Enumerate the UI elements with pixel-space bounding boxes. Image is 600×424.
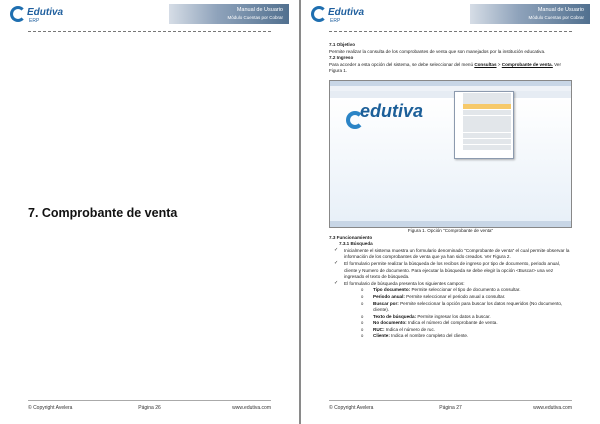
header-banner bbox=[169, 4, 289, 24]
footer-site: www.edutiva.com bbox=[533, 405, 572, 411]
app-statusbar bbox=[330, 221, 571, 227]
section-7-1-heading: 7.1 Objetivo bbox=[329, 42, 356, 47]
field-item bbox=[329, 327, 572, 334]
right-page bbox=[301, 0, 600, 424]
footer-site: www.edutiva.com bbox=[232, 405, 271, 411]
banner-title: Manual de Usuario bbox=[236, 7, 283, 13]
field-label: Periodo anual: bbox=[373, 293, 405, 299]
field-label: Tipo documento: bbox=[373, 287, 411, 293]
field-item bbox=[329, 294, 572, 301]
field-item bbox=[329, 333, 572, 340]
field-list bbox=[329, 287, 572, 340]
field-item bbox=[329, 287, 572, 294]
footer-rule bbox=[329, 400, 572, 401]
bullet-item: ✓ El formulario permite realizar la búsqueda de los recibos de ingreso por tipo de documento, periodo anual, cliente y Numero de documento. Para ejecutar la búsqueda se debe elegir la opción <Buscar> una vez ingresado el texto de búsqueda. bbox=[329, 261, 572, 281]
section-7-3-heading: 7.3 Funcionamiento bbox=[329, 234, 373, 240]
app-logo: edutiva bbox=[360, 100, 424, 121]
footer-copyright: © Copyright Avelera bbox=[28, 405, 73, 411]
logo-ring-icon bbox=[311, 6, 327, 22]
field-label: Texto de búsqueda: bbox=[373, 313, 417, 319]
footer-page-number: Página 27 bbox=[439, 405, 462, 411]
field-desc: Indica el nombre completo del cliente. bbox=[389, 333, 469, 339]
footer-rule bbox=[28, 400, 271, 401]
header-rule bbox=[329, 31, 572, 32]
page-footer bbox=[329, 405, 572, 413]
left-page bbox=[0, 0, 299, 424]
logo-text: Edutiva bbox=[27, 7, 64, 18]
banner-subtitle: Módulo Cuentas por Cobrar bbox=[227, 15, 283, 20]
edutiva-logo bbox=[10, 6, 70, 28]
field-desc: Indica el número del comprobante de venta. bbox=[406, 320, 498, 326]
field-item bbox=[329, 314, 572, 321]
footer-page-number: Página 26 bbox=[138, 405, 161, 411]
consultas-dropdown bbox=[454, 91, 514, 159]
section-7-2-text bbox=[329, 62, 572, 75]
logo-sub: ERP bbox=[330, 18, 341, 24]
section-7-2-heading: 7.2 Ingreso bbox=[329, 55, 354, 61]
header-banner bbox=[470, 4, 590, 24]
field-item bbox=[329, 320, 572, 327]
field-desc: Permite seleccionar el periodo anual a consultar. bbox=[404, 293, 506, 299]
page-header bbox=[0, 0, 299, 28]
field-desc: Indica el número de ruc. bbox=[384, 326, 436, 332]
field-label: Buscar por: bbox=[373, 300, 399, 306]
header-rule bbox=[28, 31, 271, 32]
field-label: No documento: bbox=[373, 320, 407, 326]
field-desc: Permite seleccionar el tipo de documento a consultar. bbox=[410, 287, 521, 293]
figure-1-screenshot bbox=[329, 80, 572, 228]
page-footer bbox=[28, 405, 271, 413]
bullet-item: ✓ Inicialmente el sistema muestra un formulario denominado "Comprobante de venta" el cual permite observar la información de los comprobantes de venta que ya han sido creados. Ver Figura 2. bbox=[329, 248, 572, 261]
banner-title: Manual de Usuario bbox=[537, 7, 584, 13]
field-item bbox=[329, 301, 572, 314]
menu-comprobante-venta: Comprobante de venta. bbox=[501, 61, 553, 67]
field-desc: Permite ingresar los datos a buscar. bbox=[416, 313, 491, 319]
field-label: RUC: bbox=[373, 326, 385, 332]
chapter-title: 7. Comprobante de venta bbox=[28, 206, 178, 220]
menu-separator: > bbox=[496, 61, 502, 67]
ingreso-text-a: Para acceder a esta opción del sistema, se debe seleccionar del menú bbox=[329, 61, 475, 67]
section-7-3-1-heading: 7.3.1 Búsqueda bbox=[339, 241, 373, 247]
edutiva-logo bbox=[311, 6, 371, 28]
logo-text: Edutiva bbox=[328, 7, 365, 18]
ingreso-text-b: Ver Figura 1. bbox=[329, 61, 562, 74]
bullet-item: ✓ El formulario de búsqueda presenta los siguientes campos: bbox=[329, 281, 572, 288]
menu-consultas: Consultas bbox=[474, 61, 497, 67]
page-header bbox=[301, 0, 600, 28]
logo-sub: ERP bbox=[29, 18, 40, 24]
field-desc: Permite seleccionar la opción para buscar los datos requeridos (No documento, cliente). bbox=[373, 300, 563, 313]
footer-copyright: © Copyright Avelera bbox=[329, 405, 374, 411]
field-label: Cliente: bbox=[373, 333, 390, 339]
logo-ring-icon bbox=[10, 6, 26, 22]
page-content bbox=[329, 42, 572, 340]
busqueda-bullets bbox=[329, 248, 572, 288]
section-7-1-text: Permite realizar la consulta de los comprobantes de venta que son manejados por la institución educativa. bbox=[329, 48, 546, 54]
banner-subtitle: Módulo Cuentas por Cobrar bbox=[528, 15, 584, 20]
figure-1-caption: Figura 1. Opción "Comprobante de venta" bbox=[407, 227, 494, 233]
